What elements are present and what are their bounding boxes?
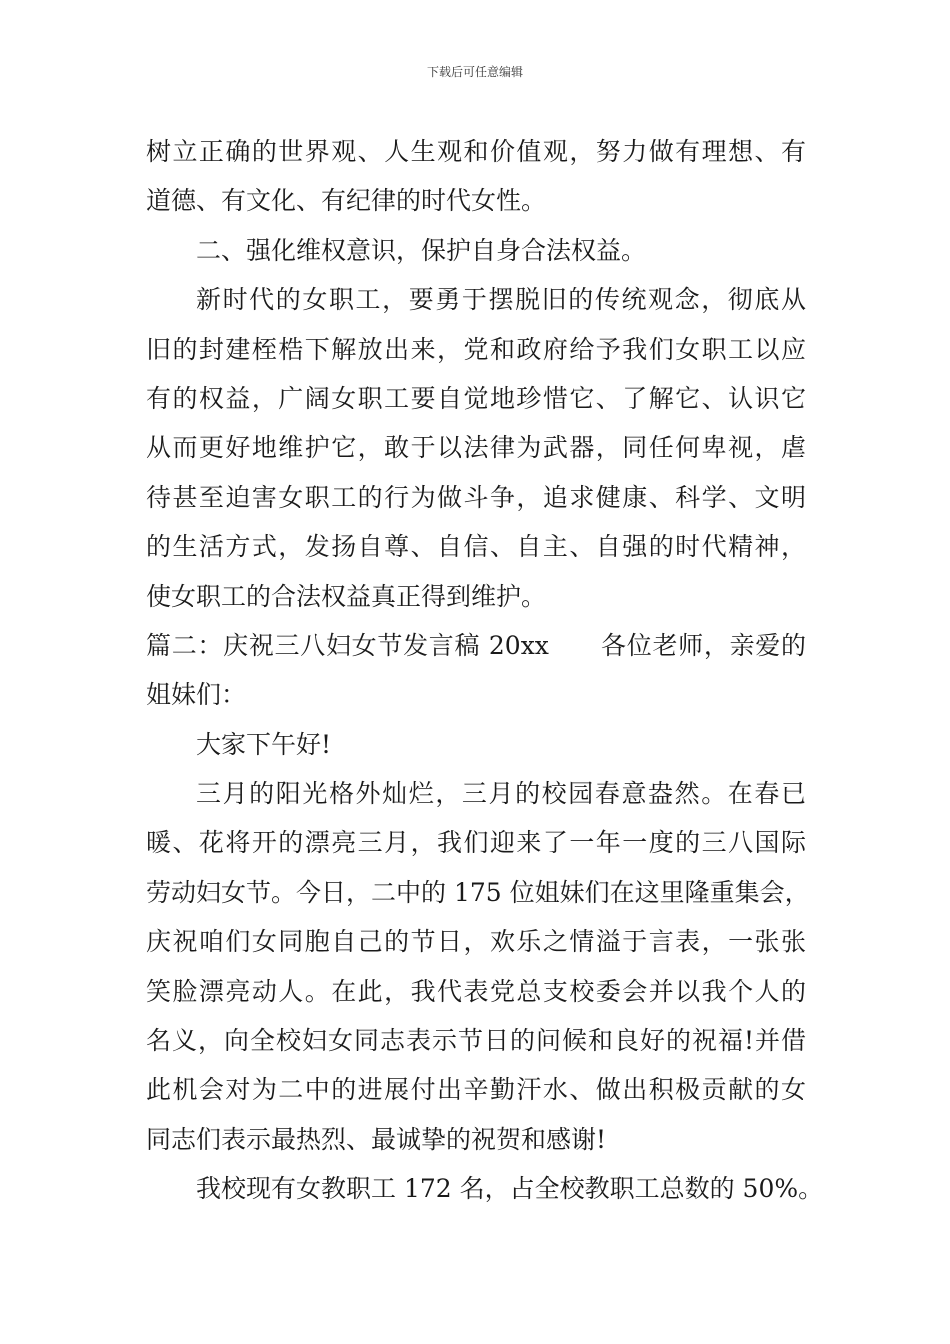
- text-line: 有的权益，广阔女职工要自觉地珍惜它、了解它、认识它: [146, 383, 806, 413]
- text-line: 暖、花将开的漂亮三月，我们迎来了一年一度的三八国际: [146, 828, 806, 858]
- text-line: 三月的阳光格外灿烂，三月的校园春意盎然。在春已: [196, 779, 806, 809]
- text-line: 二、强化维权意识，保护自身合法权益。: [196, 235, 647, 265]
- text-line: 篇二：庆祝三八妇女节发言稿 20xx 各位老师，亲爱的: [146, 630, 806, 660]
- text-line: 庆祝咱们女同胞自己的节日，欢乐之情溢于言表，一张张: [146, 927, 806, 957]
- text-line: 劳动妇女节。今日，二中的 175 位姐妹们在这里隆重集会，: [146, 877, 810, 907]
- text-line: 从而更好地维护它，敢于以法律为武器，同任何卑视，虐: [146, 433, 806, 463]
- text-line: 姐妹们：: [146, 680, 247, 710]
- text-line: 我校现有女教职工 172 名，占全校教职工总数的 50%。: [196, 1174, 824, 1204]
- text-line: 同志们表示最热烈、最诚挚的祝贺和感谢!: [146, 1124, 607, 1154]
- text-line: 名义，向全校妇女同志表示节日的问候和良好的祝福!并借: [146, 1026, 806, 1056]
- text-line: 新时代的女职工，要勇于摆脱旧的传统观念，彻底从: [196, 285, 806, 315]
- text-line: 旧的封建桎梏下解放出来，党和政府给予我们女职工以应: [146, 334, 806, 364]
- text-line: 的生活方式，发扬自尊、自信、自主、自强的时代精神，: [146, 532, 806, 562]
- text-line: 树立正确的世界观、人生观和价值观，努力做有理想、有: [146, 137, 806, 166]
- text-line: 大家下午好!: [196, 729, 332, 759]
- text-line: 待甚至迫害女职工的行为做斗争，追求健康、科学、文明: [146, 482, 806, 512]
- text-line: 使女职工的合法权益真正得到维护。: [146, 581, 547, 611]
- text-line: 笑脸漂亮动人。在此，我代表党总支校委会并以我个人的: [146, 976, 806, 1006]
- text-line: 道德、有文化、有纪律的时代女性。: [146, 186, 547, 216]
- body-text: [146, 127, 824, 1214]
- page-header: 下载后可任意编辑: [426, 65, 523, 79]
- text-line: 此机会对为二中的进展付出辛勤汗水、做出积极贡献的女: [146, 1075, 806, 1105]
